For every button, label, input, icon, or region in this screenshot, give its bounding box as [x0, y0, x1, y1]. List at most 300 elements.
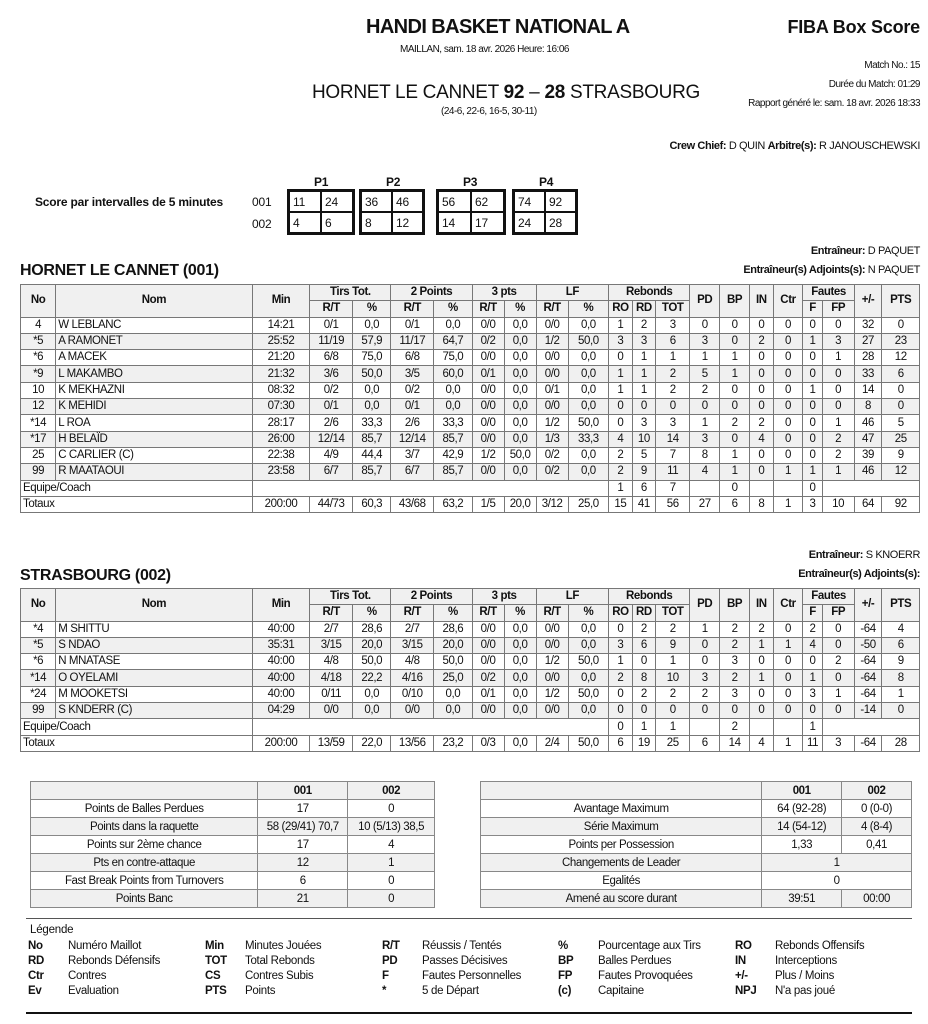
- stat-cell: 0: [609, 415, 632, 431]
- stat-cell: 3/7: [391, 447, 434, 463]
- interval-score: 11: [289, 191, 321, 212]
- interval-team-code: 001: [252, 195, 272, 209]
- crew-chief-label: Crew Chief:: [669, 140, 727, 152]
- stat-cell: 64,7: [434, 333, 472, 349]
- col-turnovers: BP: [720, 589, 750, 622]
- stat-cell: 1: [822, 350, 854, 366]
- legend-key: RO: [735, 940, 752, 952]
- stat-cell: 0: [750, 399, 773, 415]
- stat-cell: 0,0: [504, 399, 536, 415]
- stat-cell: 1: [773, 637, 803, 653]
- stat-cell: 0: [750, 366, 773, 382]
- total-cell: 0/3: [472, 735, 504, 751]
- stat-cell: 0: [773, 333, 803, 349]
- total-cell: 23,2: [434, 735, 472, 751]
- stat-cell: 85,7: [353, 431, 391, 447]
- stat-cell: 23: [882, 333, 920, 349]
- stat-cell: 2: [690, 382, 720, 398]
- stat-cell: 0/0: [536, 670, 568, 686]
- stat-cell: 14: [656, 431, 690, 447]
- legend-desc: Contres Subis: [245, 970, 314, 982]
- legend-abbr: [558, 985, 571, 997]
- legend-key: RD: [28, 955, 45, 967]
- stat-cell: 0,0: [568, 399, 609, 415]
- report-generated: Rapport généré le: sam. 18 avr. 2026 18:33: [748, 98, 920, 109]
- stat-cell: 5: [882, 415, 920, 431]
- summary-label: Points dans la raquette: [31, 818, 258, 836]
- stat-cell: 1: [803, 382, 822, 398]
- team-f: 0: [803, 480, 822, 496]
- stat-cell: 0: [609, 350, 632, 366]
- stat-cell: 4: [750, 431, 773, 447]
- stat-cell: 2/7: [310, 621, 353, 637]
- stat-cell: 4/8: [310, 654, 353, 670]
- summary-row: [31, 836, 435, 854]
- player-name: L MAKAMBO: [56, 366, 252, 382]
- stat-cell: 0: [656, 399, 690, 415]
- stat-cell: 0: [822, 382, 854, 398]
- stat-cell: 0,0: [568, 317, 609, 333]
- stat-cell: 40:00: [252, 621, 310, 637]
- stat-cell: 0,0: [568, 382, 609, 398]
- stat-cell: 0,0: [568, 447, 609, 463]
- stat-cell: 85,7: [434, 464, 472, 480]
- stat-cell: 20,0: [434, 637, 472, 653]
- stat-cell: 0/2: [310, 382, 353, 398]
- stat-cell: 50,0: [504, 447, 536, 463]
- total-cell: 25: [656, 735, 690, 751]
- stat-cell: 25,0: [434, 670, 472, 686]
- interval-score: 6: [321, 212, 353, 233]
- stat-cell: 0: [632, 654, 655, 670]
- stat-cell: 4: [609, 431, 632, 447]
- period-label: P4: [539, 175, 554, 189]
- legend-key: PD: [382, 955, 398, 967]
- stat-cell: 1/2: [536, 415, 568, 431]
- stat-cell: 20,0: [353, 637, 391, 653]
- player-number: 99: [21, 464, 56, 480]
- stat-cell: 0: [690, 654, 720, 670]
- stat-cell: 2: [632, 621, 655, 637]
- legend-key: Ev: [28, 985, 42, 997]
- stat-cell: 0: [750, 382, 773, 398]
- player-name: K MEKHAZNI: [56, 382, 252, 398]
- stat-cell: 0/11: [310, 686, 353, 702]
- stat-cell: 33: [854, 366, 882, 382]
- summary-row: [481, 836, 912, 854]
- stat-cell: 5: [690, 366, 720, 382]
- col-steals: IN: [750, 589, 773, 622]
- stat-cell: 0,0: [353, 686, 391, 702]
- legend-desc: Rebonds Défensifs: [68, 955, 161, 967]
- legend-abbr: [28, 940, 43, 952]
- player-number: *14: [21, 415, 56, 431]
- stat-cell: 50,0: [568, 686, 609, 702]
- col-3pts: 3 pts: [472, 589, 536, 605]
- stat-cell: -64: [854, 654, 882, 670]
- subcol-f: F: [803, 301, 822, 317]
- subcol-pct: %: [568, 301, 609, 317]
- col-name: Nom: [56, 285, 252, 318]
- player-row: [21, 464, 920, 480]
- summary-label: Amené au score durant: [481, 890, 762, 908]
- subcol-pct: %: [504, 605, 536, 621]
- stat-cell: 3: [656, 317, 690, 333]
- total-cell: 64: [854, 496, 882, 512]
- stat-cell: 0: [720, 399, 750, 415]
- stat-cell: 2: [803, 621, 822, 637]
- stat-cell: 0: [690, 317, 720, 333]
- summary-header: [31, 782, 435, 800]
- total-cell: 28: [882, 735, 920, 751]
- player-name: K MEHIDI: [56, 399, 252, 415]
- officials: [669, 140, 920, 152]
- col-blocks: Ctr: [773, 589, 803, 622]
- summary-row: [31, 872, 435, 890]
- player-number: *5: [21, 637, 56, 653]
- summary-value: 21: [258, 890, 348, 908]
- subcol-rt: R/T: [472, 605, 504, 621]
- stat-cell: 50,0: [568, 415, 609, 431]
- stat-cell: 0/0: [536, 317, 568, 333]
- subcol-rt: R/T: [391, 301, 434, 317]
- stat-cell: 50,0: [568, 654, 609, 670]
- stat-cell: 1: [632, 350, 655, 366]
- stat-cell: 2: [750, 415, 773, 431]
- legend-key: %: [558, 940, 568, 952]
- summary-table-points: [30, 781, 435, 908]
- stat-cell: 0/0: [536, 366, 568, 382]
- stat-cell: 0,0: [504, 686, 536, 702]
- period-box: [512, 189, 578, 235]
- team-f: 1: [803, 719, 822, 735]
- coach-label: Entraîneur:: [810, 245, 866, 257]
- team-coach-label: Equipe/Coach: [21, 719, 253, 735]
- stat-cell: 0,0: [504, 621, 536, 637]
- summary-table-game: [480, 781, 912, 908]
- stat-cell: 0: [773, 317, 803, 333]
- stat-cell: 22:38: [252, 447, 310, 463]
- stat-cell: 0/0: [472, 317, 504, 333]
- stat-cell: 0,0: [353, 703, 391, 719]
- stat-cell: 0,0: [504, 703, 536, 719]
- stat-cell: 0/10: [391, 686, 434, 702]
- stat-cell: 0,0: [568, 350, 609, 366]
- team-tot: 1: [656, 719, 690, 735]
- legend-abbr: [735, 970, 748, 982]
- interval-label: Score par intervalles de 5 minutes: [35, 195, 223, 209]
- summary-value: 58 (29/41) 70,7: [258, 818, 348, 836]
- legend-abbr: [382, 955, 397, 967]
- stat-cell: 0: [609, 399, 632, 415]
- player-row: [21, 447, 920, 463]
- subcol-f: F: [803, 605, 822, 621]
- legend-desc: Passes Décisives: [422, 955, 508, 967]
- stat-cell: 0: [773, 670, 803, 686]
- player-name: W LEBLANC: [56, 317, 252, 333]
- stat-cell: 0: [750, 317, 773, 333]
- stat-cell: 3: [609, 333, 632, 349]
- col-min: Min: [252, 285, 310, 318]
- player-name: C CARLIER (C): [56, 447, 252, 463]
- legend-abbr: [205, 970, 220, 982]
- summary-value: 6: [258, 872, 348, 890]
- player-row: [21, 637, 920, 653]
- stat-cell: 2: [822, 431, 854, 447]
- total-cell: 200:00: [252, 496, 310, 512]
- stat-cell: 28,6: [434, 621, 472, 637]
- score-dash: –: [529, 82, 540, 103]
- summary-row: [31, 800, 435, 818]
- summary-value: 17: [258, 800, 348, 818]
- player-row: [21, 431, 920, 447]
- summary-row: [481, 890, 912, 908]
- stat-cell: 2/7: [391, 621, 434, 637]
- stat-cell: 21:20: [252, 350, 310, 366]
- legend-key: R/T: [382, 940, 400, 952]
- stat-cell: 0: [882, 317, 920, 333]
- total-cell: 3: [822, 735, 854, 751]
- player-name: H BELAÏD: [56, 431, 252, 447]
- subcol-pct: %: [434, 605, 472, 621]
- stat-cell: 2: [609, 464, 632, 480]
- subcol-rt: R/T: [536, 301, 568, 317]
- player-name: O OYELAMI: [56, 670, 252, 686]
- col-turnovers: BP: [720, 285, 750, 318]
- stat-cell: 60,0: [434, 366, 472, 382]
- total-cell: 25,0: [568, 496, 609, 512]
- team-rd: 1: [632, 719, 655, 735]
- player-number: *24: [21, 686, 56, 702]
- blank-cell: [822, 480, 919, 496]
- total-cell: 200:00: [252, 735, 310, 751]
- total-cell: 19: [632, 735, 655, 751]
- total-cell: 6: [720, 496, 750, 512]
- stat-cell: 0: [803, 415, 822, 431]
- col-plus-minus: +/-: [854, 589, 882, 622]
- stat-cell: -64: [854, 621, 882, 637]
- stat-cell: 2: [750, 333, 773, 349]
- team-ro: 0: [609, 719, 632, 735]
- summary-header: [481, 782, 912, 800]
- stat-cell: 1/2: [536, 333, 568, 349]
- stat-cell: 2: [656, 366, 690, 382]
- legend-abbr: [735, 955, 746, 967]
- stat-cell: 0,0: [434, 317, 472, 333]
- stat-cell: 14: [854, 382, 882, 398]
- stat-cell: 0/2: [472, 333, 504, 349]
- period-box: [436, 189, 506, 235]
- team-title-home: HORNET LE CANNET (001): [20, 262, 219, 279]
- total-cell: 13/59: [310, 735, 353, 751]
- stat-cell: 5: [632, 447, 655, 463]
- blank-cell: [252, 719, 609, 735]
- player-name: R MAATAOUI: [56, 464, 252, 480]
- stat-cell: 0,0: [434, 686, 472, 702]
- stat-cell: 0,0: [504, 654, 536, 670]
- stat-cell: 0/1: [391, 317, 434, 333]
- stat-cell: 33,3: [353, 415, 391, 431]
- stat-cell: 0: [720, 431, 750, 447]
- interval-score: 28: [545, 212, 576, 233]
- stat-cell: 1: [632, 366, 655, 382]
- stat-cell: 2: [750, 621, 773, 637]
- stat-cell: 0,0: [568, 366, 609, 382]
- player-row: [21, 333, 920, 349]
- stat-cell: 27: [854, 333, 882, 349]
- stat-cell: 0: [822, 366, 854, 382]
- stat-cell: 0: [773, 431, 803, 447]
- coach-label: Entraîneur:: [808, 549, 864, 561]
- col-fouls: Fautes: [803, 285, 854, 301]
- team-coach-row: [21, 719, 920, 735]
- stat-cell: 0,0: [504, 350, 536, 366]
- stat-cell: 0: [690, 637, 720, 653]
- team-bp: 2: [720, 719, 750, 735]
- legend-desc: N'a pas joué: [775, 985, 835, 997]
- total-cell: 8: [750, 496, 773, 512]
- stat-cell: 0: [773, 366, 803, 382]
- stat-cell: 3: [690, 431, 720, 447]
- summary-value: 12: [258, 854, 348, 872]
- legend-key: IN: [735, 955, 746, 967]
- stat-cell: 3: [803, 686, 822, 702]
- match-number: Match No.: 15: [864, 60, 920, 71]
- stat-cell: 0/0: [472, 431, 504, 447]
- stat-cell: 2: [720, 637, 750, 653]
- summary-label: Egalités: [481, 872, 762, 890]
- interval-score: 56: [438, 191, 471, 212]
- stat-cell: 33,3: [568, 431, 609, 447]
- stat-cell: 0: [720, 703, 750, 719]
- stat-cell: 0/0: [472, 621, 504, 637]
- legend-abbr: [382, 985, 386, 997]
- summary-value: 00:00: [842, 890, 912, 908]
- away-team-name: STRASBOURG: [569, 82, 700, 103]
- stat-cell: 0: [803, 399, 822, 415]
- assistants-home: [743, 264, 920, 276]
- stat-cell: 3: [632, 415, 655, 431]
- stat-cell: 11/17: [391, 333, 434, 349]
- stat-cell: 0,0: [568, 464, 609, 480]
- stat-cell: 0: [750, 350, 773, 366]
- document-title: FIBA Box Score: [787, 17, 920, 37]
- stat-cell: 1: [690, 350, 720, 366]
- legend-desc: Total Rebonds: [245, 955, 315, 967]
- box-score-home: [20, 284, 920, 513]
- stat-cell: 0: [750, 703, 773, 719]
- legend-abbr: [735, 940, 752, 952]
- total-cell: -64: [854, 735, 882, 751]
- stat-cell: 1: [656, 654, 690, 670]
- player-row: [21, 399, 920, 415]
- legend-key: (c): [558, 985, 572, 997]
- col-plus-minus: +/-: [854, 285, 882, 318]
- summary-row: [481, 818, 912, 836]
- stat-cell: 1: [750, 670, 773, 686]
- summary-row: [481, 854, 912, 872]
- stat-cell: 28: [854, 350, 882, 366]
- stat-cell: 0/0: [472, 654, 504, 670]
- coach-home: [811, 245, 920, 257]
- stat-cell: 3: [656, 415, 690, 431]
- stat-cell: 0,0: [353, 317, 391, 333]
- player-row: [21, 415, 920, 431]
- assistants-away: [798, 568, 920, 580]
- stat-cell: 0: [803, 703, 822, 719]
- stat-cell: 2: [720, 670, 750, 686]
- stat-cell: 0: [803, 317, 822, 333]
- interval-score: 36: [361, 191, 392, 212]
- col-assists: PD: [690, 285, 720, 318]
- player-number: 12: [21, 399, 56, 415]
- legend-abbr: [205, 955, 227, 967]
- stat-cell: 0: [750, 654, 773, 670]
- summary-label: Changements de Leader: [481, 854, 762, 872]
- col-2pts: 2 Points: [391, 285, 472, 301]
- legend-key: BP: [558, 955, 574, 967]
- stat-cell: 2: [822, 654, 854, 670]
- total-cell: 50,0: [568, 735, 609, 751]
- stat-cell: 6: [656, 333, 690, 349]
- stat-cell: 0/0: [310, 703, 353, 719]
- subcol-rd: RD: [632, 605, 655, 621]
- stat-cell: 75,0: [434, 350, 472, 366]
- total-cell: 1/5: [472, 496, 504, 512]
- summary-value: 1: [348, 854, 435, 872]
- total-cell: 11: [803, 735, 822, 751]
- col-name: Nom: [56, 589, 252, 622]
- interval-score: 14: [438, 212, 471, 233]
- player-number: *6: [21, 350, 56, 366]
- legend-desc: Fautes Provoquées: [598, 970, 693, 982]
- stat-cell: 0: [656, 703, 690, 719]
- stat-cell: 07:30: [252, 399, 310, 415]
- total-cell: 3/12: [536, 496, 568, 512]
- total-cell: 13/56: [391, 735, 434, 751]
- legend-desc: Capitaine: [598, 985, 644, 997]
- summary-value: 0: [348, 890, 435, 908]
- stat-cell: 0: [750, 464, 773, 480]
- totals-row: [21, 496, 920, 512]
- stat-cell: 40:00: [252, 670, 310, 686]
- legend-key: FP: [558, 970, 573, 982]
- stat-cell: 4/8: [391, 654, 434, 670]
- player-name: L ROA: [56, 415, 252, 431]
- legend-key: No: [28, 940, 43, 952]
- stat-cell: 0/0: [472, 637, 504, 653]
- summary-value: 0: [348, 872, 435, 890]
- stat-cell: 1: [720, 464, 750, 480]
- stat-cell: 0,0: [504, 415, 536, 431]
- stat-cell: 0: [773, 415, 803, 431]
- stat-cell: 0/1: [310, 317, 353, 333]
- box-score-away: [20, 588, 920, 752]
- stat-cell: 1/2: [536, 686, 568, 702]
- stat-cell: 0,0: [504, 637, 536, 653]
- player-row: [21, 366, 920, 382]
- stat-cell: 50,0: [568, 333, 609, 349]
- stat-cell: 46: [854, 464, 882, 480]
- subcol-rt: R/T: [310, 605, 353, 621]
- player-name: S KNDERR (C): [56, 703, 252, 719]
- stat-cell: 3: [822, 333, 854, 349]
- stat-cell: 3/15: [310, 637, 353, 653]
- stat-cell: -14: [854, 703, 882, 719]
- team-ctr: [773, 719, 803, 735]
- stat-cell: 1: [822, 686, 854, 702]
- stat-cell: 4: [882, 621, 920, 637]
